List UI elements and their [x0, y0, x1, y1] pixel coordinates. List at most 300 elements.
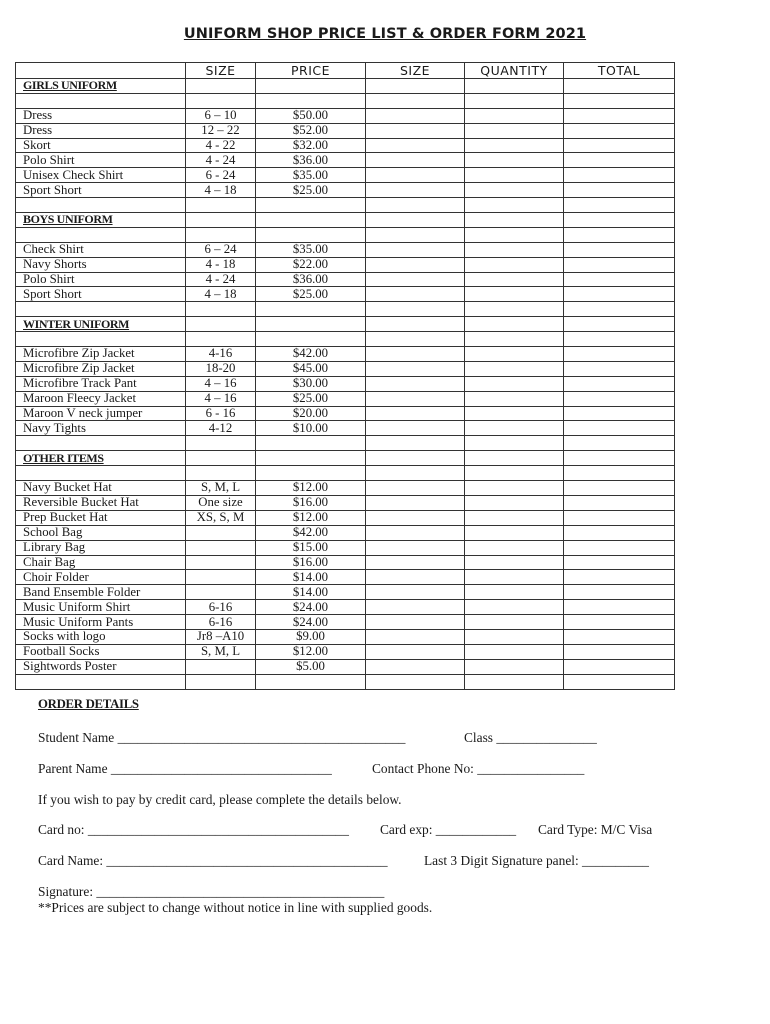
table-row — [16, 510, 675, 525]
order-total-cell[interactable] — [564, 510, 675, 525]
item-price: $16.00 — [256, 495, 366, 510]
order-quantity-cell[interactable] — [465, 391, 564, 406]
item-price: $16.00 — [256, 555, 366, 570]
empty-cell — [366, 198, 465, 213]
item-price: $42.00 — [256, 525, 366, 540]
order-total-cell[interactable] — [564, 376, 675, 391]
table-row — [16, 406, 675, 421]
item-name: Microfibre Zip Jacket — [16, 347, 186, 362]
empty-cell — [564, 317, 675, 332]
empty-cell — [256, 79, 366, 94]
table-row — [16, 108, 675, 123]
order-size-cell[interactable] — [366, 272, 465, 287]
order-quantity-cell[interactable] — [465, 615, 564, 630]
empty-cell — [16, 302, 186, 317]
item-size-range: 6 – 10 — [186, 108, 256, 123]
item-size-range: Jr8 –A10 — [186, 629, 256, 644]
table-row — [16, 242, 675, 257]
student-name-field[interactable]: Student Name ___________________________________________ — [38, 730, 406, 745]
empty-cell — [256, 451, 366, 466]
item-size-range: 6 - 16 — [186, 406, 256, 421]
order-quantity-cell[interactable] — [465, 481, 564, 496]
order-size-cell[interactable] — [366, 391, 465, 406]
section-heading: WINTER UNIFORM — [16, 317, 186, 332]
card-expiry-field[interactable]: Card exp: ____________ — [380, 822, 517, 837]
order-size-cell[interactable] — [366, 108, 465, 123]
item-name: Maroon Fleecy Jacket — [16, 391, 186, 406]
order-total-cell[interactable] — [564, 242, 675, 257]
empty-cell — [186, 198, 256, 213]
empty-cell — [256, 674, 366, 689]
item-size-range — [186, 659, 256, 674]
empty-cell — [465, 674, 564, 689]
item-name: Sport Short — [16, 183, 186, 198]
class-field[interactable]: Class _______________ — [464, 730, 597, 745]
item-price: $32.00 — [256, 138, 366, 153]
item-name: Unisex Check Shirt — [16, 168, 186, 183]
item-size-range: 6-16 — [186, 600, 256, 615]
order-size-cell[interactable] — [366, 525, 465, 540]
item-price: $24.00 — [256, 600, 366, 615]
item-price: $24.00 — [256, 615, 366, 630]
item-name: Sport Short — [16, 287, 186, 302]
empty-cell — [564, 213, 675, 228]
empty-cell — [16, 466, 186, 481]
order-quantity-cell[interactable] — [465, 644, 564, 659]
empty-cell — [564, 93, 675, 108]
order-quantity-cell[interactable] — [465, 600, 564, 615]
empty-cell — [186, 213, 256, 228]
item-name: Library Bag — [16, 540, 186, 555]
order-quantity-cell[interactable] — [465, 659, 564, 674]
table-row — [16, 272, 675, 287]
order-quantity-cell[interactable] — [465, 257, 564, 272]
table-row — [16, 391, 675, 406]
order-quantity-cell[interactable] — [465, 347, 564, 362]
order-size-cell[interactable] — [366, 644, 465, 659]
item-name: School Bag — [16, 525, 186, 540]
section-heading: BOYS UNIFORM — [16, 213, 186, 228]
item-size-range: 4 – 18 — [186, 287, 256, 302]
order-total-cell[interactable] — [564, 495, 675, 510]
empty-cell — [366, 79, 465, 94]
order-size-cell[interactable] — [366, 615, 465, 630]
header-order-size: SIZE — [366, 63, 465, 79]
order-quantity-cell[interactable] — [465, 629, 564, 644]
empty-cell — [564, 227, 675, 242]
table-row — [16, 287, 675, 302]
order-size-cell[interactable] — [366, 168, 465, 183]
item-size-range: 4 – 18 — [186, 183, 256, 198]
order-size-cell[interactable] — [366, 257, 465, 272]
order-size-cell[interactable] — [366, 376, 465, 391]
order-total-cell[interactable] — [564, 629, 675, 644]
header-price: PRICE — [256, 63, 366, 79]
order-quantity-cell[interactable] — [465, 108, 564, 123]
empty-cell — [256, 227, 366, 242]
empty-cell — [256, 317, 366, 332]
table-row — [16, 570, 675, 585]
table-row — [16, 555, 675, 570]
item-name: Band Ensemble Folder — [16, 585, 186, 600]
item-size-range: One size — [186, 495, 256, 510]
table-row — [16, 168, 675, 183]
table-row — [16, 585, 675, 600]
item-size-range: XS, S, M — [186, 510, 256, 525]
empty-cell — [186, 674, 256, 689]
empty-cell — [465, 466, 564, 481]
item-price: $10.00 — [256, 421, 366, 436]
item-size-range: 4 - 24 — [186, 272, 256, 287]
empty-cell — [366, 466, 465, 481]
empty-cell — [186, 317, 256, 332]
order-total-cell[interactable] — [564, 257, 675, 272]
item-size-range: 12 – 22 — [186, 123, 256, 138]
section-heading: GIRLS UNIFORM — [16, 79, 186, 94]
order-total-cell[interactable] — [564, 555, 675, 570]
spacer-row — [16, 227, 675, 242]
table-row — [16, 600, 675, 615]
empty-cell — [256, 302, 366, 317]
section-heading-row — [16, 317, 675, 332]
item-size-range: S, M, L — [186, 481, 256, 496]
item-name: Reversible Bucket Hat — [16, 495, 186, 510]
section-heading: OTHER ITEMS — [16, 451, 186, 466]
spacer-row — [16, 93, 675, 108]
table-row — [16, 257, 675, 272]
empty-cell — [465, 213, 564, 228]
item-name: Microfibre Track Pant — [16, 376, 186, 391]
table-row — [16, 644, 675, 659]
spacer-row — [16, 332, 675, 347]
table-row — [16, 659, 675, 674]
order-size-cell[interactable] — [366, 123, 465, 138]
order-total-cell[interactable] — [564, 525, 675, 540]
item-price: $15.00 — [256, 540, 366, 555]
empty-cell — [564, 436, 675, 451]
empty-cell — [564, 302, 675, 317]
item-price: $25.00 — [256, 287, 366, 302]
empty-cell — [465, 79, 564, 94]
item-name: Chair Bag — [16, 555, 186, 570]
order-size-cell[interactable] — [366, 510, 465, 525]
order-total-cell[interactable] — [564, 123, 675, 138]
order-quantity-cell[interactable] — [465, 525, 564, 540]
header-item — [16, 63, 186, 79]
item-size-range — [186, 540, 256, 555]
order-size-cell[interactable] — [366, 421, 465, 436]
item-size-range — [186, 525, 256, 540]
item-price: $35.00 — [256, 242, 366, 257]
price-table — [15, 62, 675, 690]
item-price: $52.00 — [256, 123, 366, 138]
empty-cell — [366, 302, 465, 317]
item-name: Sightwords Poster — [16, 659, 186, 674]
header-size: SIZE — [186, 63, 256, 79]
order-total-cell[interactable] — [564, 585, 675, 600]
empty-cell — [366, 436, 465, 451]
empty-cell — [366, 213, 465, 228]
empty-cell — [366, 451, 465, 466]
order-quantity-cell[interactable] — [465, 555, 564, 570]
item-price: $36.00 — [256, 272, 366, 287]
item-name: Navy Shorts — [16, 257, 186, 272]
order-quantity-cell[interactable] — [465, 570, 564, 585]
item-size-range: 4 – 16 — [186, 376, 256, 391]
table-row — [16, 347, 675, 362]
order-quantity-cell[interactable] — [465, 183, 564, 198]
empty-cell — [465, 317, 564, 332]
order-quantity-cell[interactable] — [465, 406, 564, 421]
order-size-cell[interactable] — [366, 138, 465, 153]
order-size-cell[interactable] — [366, 585, 465, 600]
order-total-cell[interactable] — [564, 287, 675, 302]
card-number-field[interactable]: Card no: _______________________________________ — [38, 822, 349, 837]
item-name: Microfibre Zip Jacket — [16, 361, 186, 376]
spacer-row — [16, 466, 675, 481]
table-row — [16, 183, 675, 198]
contact-phone-field[interactable]: Contact Phone No: ________________ — [372, 761, 585, 776]
table-row — [16, 495, 675, 510]
spacer-row — [16, 674, 675, 689]
item-price: $25.00 — [256, 183, 366, 198]
order-total-cell[interactable] — [564, 644, 675, 659]
order-total-cell[interactable] — [564, 600, 675, 615]
order-total-cell[interactable] — [564, 391, 675, 406]
item-size-range: S, M, L — [186, 644, 256, 659]
item-name: Navy Bucket Hat — [16, 481, 186, 496]
order-size-cell[interactable] — [366, 153, 465, 168]
order-total-cell[interactable] — [564, 347, 675, 362]
empty-cell — [186, 302, 256, 317]
order-quantity-cell[interactable] — [465, 287, 564, 302]
order-total-cell[interactable] — [564, 659, 675, 674]
table-row — [16, 421, 675, 436]
price-table-body — [16, 79, 675, 690]
empty-cell — [16, 198, 186, 213]
item-name: Polo Shirt — [16, 272, 186, 287]
table-row — [16, 138, 675, 153]
order-total-cell[interactable] — [564, 615, 675, 630]
empty-cell — [564, 198, 675, 213]
empty-cell — [186, 93, 256, 108]
order-total-cell[interactable] — [564, 138, 675, 153]
item-size-range: 4-12 — [186, 421, 256, 436]
order-total-cell[interactable] — [564, 168, 675, 183]
empty-cell — [256, 198, 366, 213]
spacer-row — [16, 436, 675, 451]
order-size-cell[interactable] — [366, 570, 465, 585]
item-size-range: 6-16 — [186, 615, 256, 630]
order-size-cell[interactable] — [366, 361, 465, 376]
spacer-row — [16, 198, 675, 213]
table-header-row — [16, 63, 675, 79]
order-size-cell[interactable] — [366, 242, 465, 257]
order-quantity-cell[interactable] — [465, 168, 564, 183]
table-row — [16, 123, 675, 138]
order-size-cell[interactable] — [366, 540, 465, 555]
item-price: $12.00 — [256, 481, 366, 496]
empty-cell — [465, 198, 564, 213]
empty-cell — [465, 227, 564, 242]
header-total: TOTAL — [564, 63, 675, 79]
item-size-range: 6 – 24 — [186, 242, 256, 257]
item-name: Dress — [16, 123, 186, 138]
section-heading-row — [16, 213, 675, 228]
card-type-field[interactable]: Card Type: M/C Visa — [538, 822, 653, 837]
empty-cell — [186, 451, 256, 466]
empty-cell — [186, 79, 256, 94]
item-size-range — [186, 585, 256, 600]
order-total-cell[interactable] — [564, 481, 675, 496]
order-size-cell[interactable] — [366, 555, 465, 570]
empty-cell — [256, 93, 366, 108]
order-quantity-cell[interactable] — [465, 376, 564, 391]
item-name: Maroon V neck jumper — [16, 406, 186, 421]
order-total-cell[interactable] — [564, 406, 675, 421]
order-total-cell[interactable] — [564, 421, 675, 436]
table-row — [16, 376, 675, 391]
order-total-cell[interactable] — [564, 153, 675, 168]
item-price: $22.00 — [256, 257, 366, 272]
item-price: $50.00 — [256, 108, 366, 123]
empty-cell — [16, 93, 186, 108]
section-heading-row — [16, 451, 675, 466]
item-price: $35.00 — [256, 168, 366, 183]
empty-cell — [366, 674, 465, 689]
order-total-cell[interactable] — [564, 272, 675, 287]
item-price: $12.00 — [256, 510, 366, 525]
item-size-range: 18-20 — [186, 361, 256, 376]
empty-cell — [186, 332, 256, 347]
order-size-cell[interactable] — [366, 481, 465, 496]
item-name: Socks with logo — [16, 629, 186, 644]
order-quantity-cell[interactable] — [465, 495, 564, 510]
order-quantity-cell[interactable] — [465, 510, 564, 525]
order-details-heading: ORDER DETAILS — [38, 697, 139, 711]
empty-cell — [256, 436, 366, 451]
empty-cell — [465, 93, 564, 108]
order-total-cell[interactable] — [564, 540, 675, 555]
empty-cell — [564, 79, 675, 94]
item-name: Prep Bucket Hat — [16, 510, 186, 525]
order-size-cell[interactable] — [366, 406, 465, 421]
order-size-cell[interactable] — [366, 659, 465, 674]
empty-cell — [564, 451, 675, 466]
empty-cell — [256, 213, 366, 228]
table-row — [16, 540, 675, 555]
order-total-cell[interactable] — [564, 108, 675, 123]
table-row — [16, 481, 675, 496]
empty-cell — [465, 451, 564, 466]
item-price: $5.00 — [256, 659, 366, 674]
credit-card-note: If you wish to pay by credit card, please complete the details below. — [38, 792, 402, 807]
order-quantity-cell[interactable] — [465, 421, 564, 436]
item-name: Polo Shirt — [16, 153, 186, 168]
item-size-range: 4 - 18 — [186, 257, 256, 272]
card-name-field[interactable]: Card Name: __________________________________________ — [38, 853, 388, 868]
empty-cell — [256, 332, 366, 347]
order-quantity-cell[interactable] — [465, 361, 564, 376]
item-price: $20.00 — [256, 406, 366, 421]
order-size-cell[interactable] — [366, 183, 465, 198]
item-name: Navy Tights — [16, 421, 186, 436]
table-row — [16, 629, 675, 644]
empty-cell — [366, 317, 465, 332]
empty-cell — [465, 332, 564, 347]
signature-field[interactable]: Signature: ___________________________________________ — [38, 884, 385, 899]
order-quantity-cell[interactable] — [465, 138, 564, 153]
order-quantity-cell[interactable] — [465, 585, 564, 600]
item-price: $25.00 — [256, 391, 366, 406]
empty-cell — [465, 302, 564, 317]
order-quantity-cell[interactable] — [465, 123, 564, 138]
order-total-cell[interactable] — [564, 361, 675, 376]
item-price: $30.00 — [256, 376, 366, 391]
item-name: Football Socks — [16, 644, 186, 659]
order-size-cell[interactable] — [366, 495, 465, 510]
empty-cell — [16, 332, 186, 347]
table-row — [16, 525, 675, 540]
item-size-range: 4-16 — [186, 347, 256, 362]
item-size-range — [186, 570, 256, 585]
last-three-digits-field[interactable]: Last 3 Digit Signature panel: __________ — [424, 853, 650, 868]
order-total-cell[interactable] — [564, 570, 675, 585]
order-quantity-cell[interactable] — [465, 153, 564, 168]
item-price: $12.00 — [256, 644, 366, 659]
item-price: $14.00 — [256, 570, 366, 585]
parent-name-field[interactable]: Parent Name _________________________________ — [38, 761, 332, 776]
item-name: Music Uniform Pants — [16, 615, 186, 630]
order-quantity-cell[interactable] — [465, 272, 564, 287]
table-row — [16, 361, 675, 376]
header-quantity: QUANTITY — [465, 63, 564, 79]
order-quantity-cell[interactable] — [465, 540, 564, 555]
empty-cell — [465, 436, 564, 451]
order-size-cell[interactable] — [366, 629, 465, 644]
item-size-range: 6 - 24 — [186, 168, 256, 183]
empty-cell — [366, 332, 465, 347]
order-size-cell[interactable] — [366, 287, 465, 302]
page-title: UNIFORM SHOP PRICE LIST & ORDER FORM 2021 — [183, 26, 587, 42]
item-name: Choir Folder — [16, 570, 186, 585]
empty-cell — [186, 466, 256, 481]
item-price: $42.00 — [256, 347, 366, 362]
price-disclaimer: **Prices are subject to change without notice in line with supplied goods. — [38, 900, 433, 915]
item-size-range — [186, 555, 256, 570]
empty-cell — [186, 436, 256, 451]
item-price: $14.00 — [256, 585, 366, 600]
item-price: $36.00 — [256, 153, 366, 168]
item-name: Skort — [16, 138, 186, 153]
empty-cell — [366, 227, 465, 242]
order-total-cell[interactable] — [564, 183, 675, 198]
order-size-cell[interactable] — [366, 347, 465, 362]
empty-cell — [564, 466, 675, 481]
empty-cell — [16, 674, 186, 689]
item-price: $9.00 — [256, 629, 366, 644]
empty-cell — [186, 227, 256, 242]
item-size-range: 4 - 24 — [186, 153, 256, 168]
item-name: Check Shirt — [16, 242, 186, 257]
empty-cell — [564, 674, 675, 689]
table-row — [16, 153, 675, 168]
item-name: Music Uniform Shirt — [16, 600, 186, 615]
order-size-cell[interactable] — [366, 600, 465, 615]
order-quantity-cell[interactable] — [465, 242, 564, 257]
item-name: Dress — [16, 108, 186, 123]
item-size-range: 4 – 16 — [186, 391, 256, 406]
